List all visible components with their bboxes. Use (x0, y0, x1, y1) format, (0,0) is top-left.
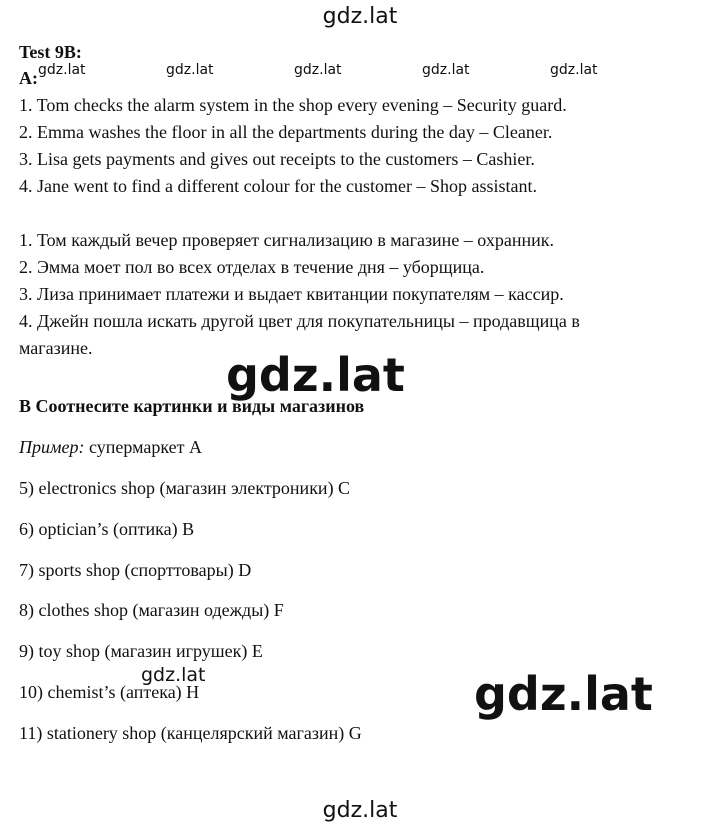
answer-line-ru: 1. Том каждый вечер проверяет сигнализацию в магазине – охранник. (19, 230, 554, 250)
answer-line-en: 2. Emma washes the floor in all the departments during the day – Cleaner. (19, 122, 553, 142)
answer-line-en: 3. Lisa gets payments and gives out receipts to the customers – Cashier. (19, 149, 535, 169)
watermark-bottom: gdz.lat (322, 798, 398, 823)
answer-line-ru: 4. Джейн пошла искать другой цвет для покупательницы – продавщица в (19, 311, 580, 331)
watermark-large: gdz.lat (474, 667, 653, 721)
watermark-top: gdz.lat (322, 4, 398, 29)
watermark-medium: gdz.lat (141, 664, 206, 686)
answer-line-ru: магазине. (19, 338, 93, 358)
test-title: Test 9B: (19, 42, 82, 62)
shop-item: 8) clothes shop (магазин одежды) F (19, 600, 284, 620)
section-a-label: A: (19, 68, 38, 88)
watermark-small: gdz.lat (550, 62, 598, 78)
shop-item: 7) sports shop (спорттовары) D (19, 560, 252, 580)
example-label: Пример: (19, 437, 85, 457)
shop-item: 11) stationery shop (канцелярский магазин) G (19, 723, 362, 743)
shop-item: 9) toy shop (магазин игрушек) E (19, 641, 263, 661)
watermark-large: gdz.lat (226, 348, 405, 402)
answer-line-en: 4. Jane went to find a different colour for the customer – Shop assistant. (19, 176, 538, 196)
answer-line-en: 1. Tom checks the alarm system in the shop every evening – Security guard. (19, 95, 567, 115)
watermark-small: gdz.lat (38, 62, 86, 78)
shop-item: 10) chemist’s (аптека) H (19, 682, 200, 702)
watermark-small: gdz.lat (422, 62, 470, 78)
shop-item: 6) optician’s (оптика) B (19, 519, 195, 539)
watermark-small: gdz.lat (166, 62, 214, 78)
shop-item: 5) electronics shop (магазин электроники) C (19, 478, 351, 498)
example-text: супермаркет А (84, 437, 202, 457)
watermark-small: gdz.lat (294, 62, 342, 78)
answer-line-ru: 2. Эмма моет пол во всех отделах в течение дня – уборщица. (19, 257, 485, 277)
example-line (19, 437, 202, 458)
answer-line-ru: 3. Лиза принимает платежи и выдает квитанции покупателям – кассир. (19, 284, 564, 304)
section-b-heading: В Соотнесите картинки и виды магазинов (19, 396, 365, 416)
